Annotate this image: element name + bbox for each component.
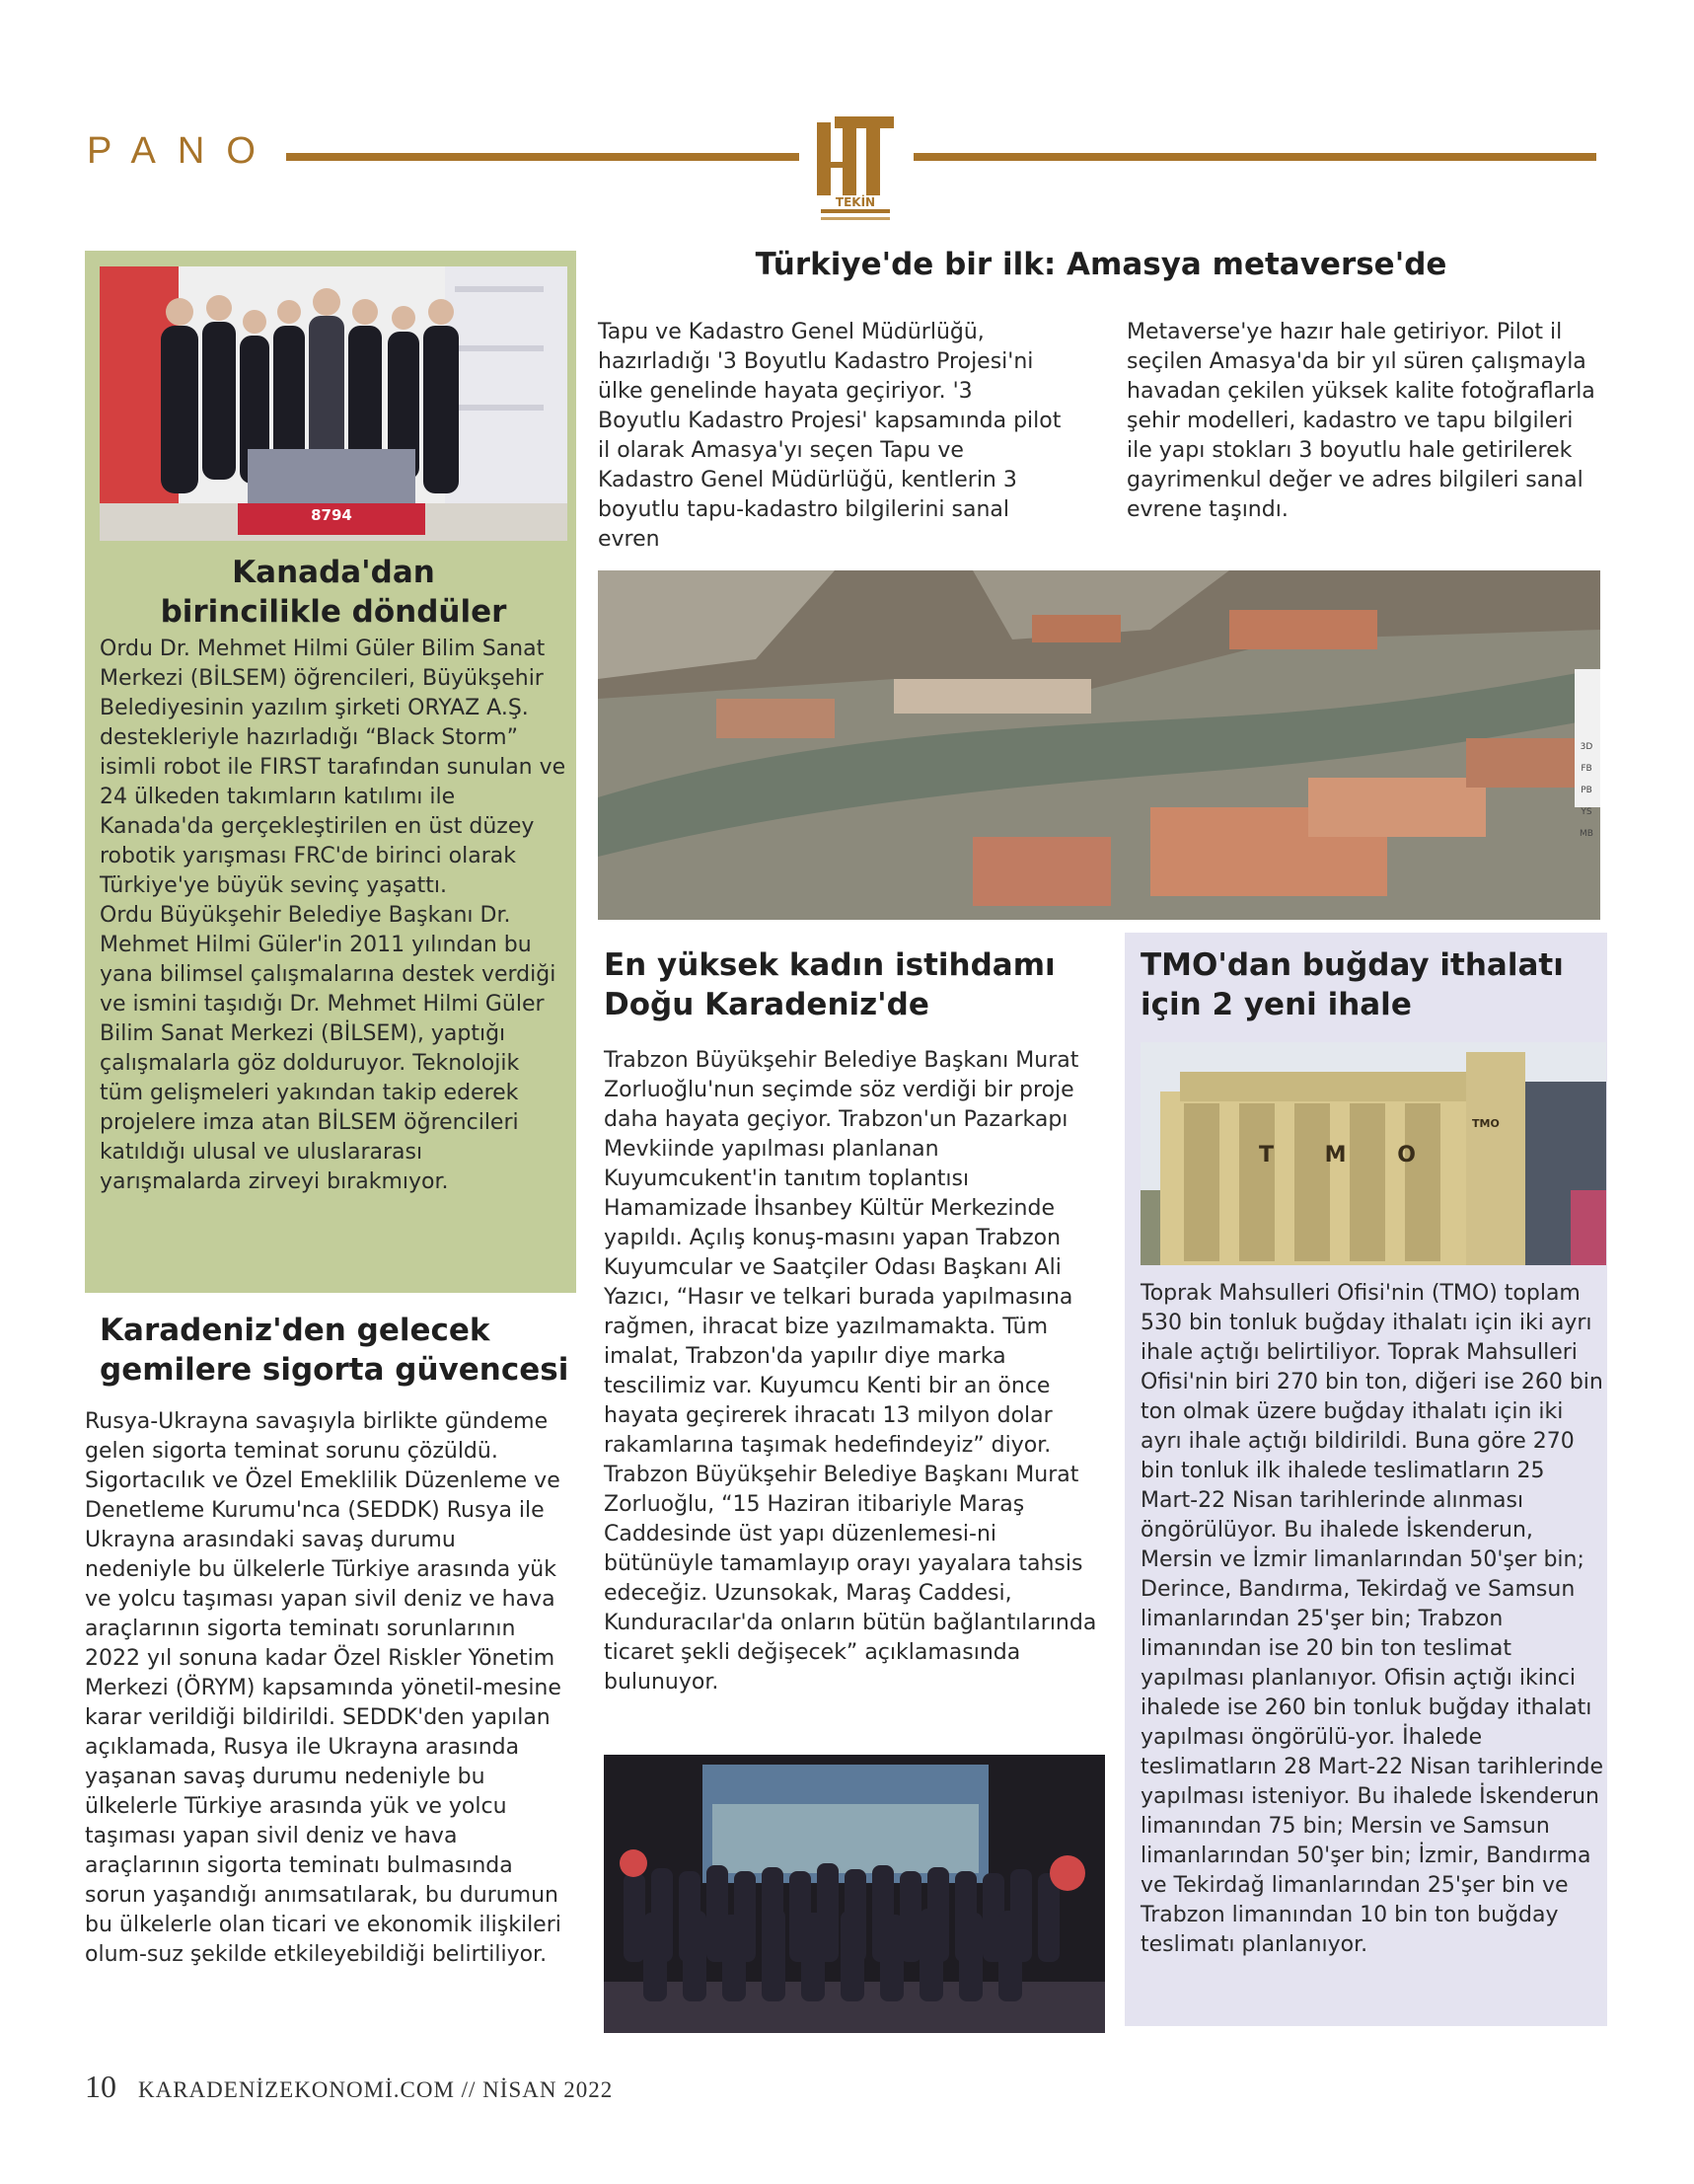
sigorta-headline-line2: gemilere sigorta güvencesi <box>100 1352 569 1388</box>
amasya-headline: Türkiye'de bir ilk: Amasya metaverse'de <box>755 247 1447 282</box>
map-control-mb[interactable]: MB <box>1580 829 1593 839</box>
amasya-aerial-photo <box>598 570 1600 920</box>
map-control-3d[interactable]: 3D <box>1580 742 1593 752</box>
robot-number: 8794 <box>311 506 352 524</box>
page-footer <box>85 2069 613 2105</box>
sigorta-body: Rusya-Ukrayna savaşıyla birlikte gündeme gelen sigorta teminat sorunu çözüldü. Sigortacılık ve Özel Emeklilik Düzenleme ve Denetleme Kurumu'nca (SEDDK) Rusya ile Ukrayna arasındaki savaş durumu nedeniyle bu ülkelerle Türkiye arasında yük ve yolcu taşıması yapan sivil deniz ve hava araçlarının sigorta teminatı sorunlarının 2022 yıl sonuna kadar Özel Riskler Yönetim Merkezi (ÖRYM) kapsamında yönetil-mesine karar verildiği bildirildi. SEDDK'den yapılan açıklamada, Rusya ile Ukrayna arasında yaşanan savaş durumu nedeniyle bu ülkelerle Türkiye arasında yük ve yolcu taşıması yapan sivil deniz ve hava araçlarının sigorta teminatı bulmasında sorun yaşandığı anımsatılarak, bu durumun bu ülkelerle olan ticari ve ekonomik ilişkileri olum-suz şekilde etkileyebildiği belirtiliyor. <box>85 1409 561 1967</box>
amasya-body-col2: Metaverse'ye hazır hale getiriyor. Pilot il seçilen Amasya'da bir yıl süren çalışmayla havadan çekilen yüksek kalite fotoğraflarla şehir modelleri, kadastro ve tapu bilgileri ile yapı stokları 3 boyutlu hale getirilerek gayrimenkul değer ve adres bilgileri sanal evrene taşındı. <box>1127 320 1595 522</box>
tmo-body: Toprak Mahsulleri Ofisi'nin (TMO) toplam 530 bin tonluk buğday ithalatı için iki ayrı ihale açtığı belirtiliyor. Toprak Mahsulleri Ofisi'nin biri 270 bin ton, diğeri ise 260 bin ton olmak üzere buğday ithalatı için iki ayrı ihale açtığı bildirildi. Buna göre 270 bin tonluk ilk ihalede teslimatların 25 Mart-22 Nisan tarihlerinde alınması öngörülüyor. Bu ihalede İskenderun, Mersin ve İzmir limanlarından 50'şer bin; Derince, Bandırma, Tekirdağ ve Samsun limanlarından 25'şer bin; Trabzon limanından ise 20 bin ton teslimat yapılması planlanıyor. Ofisin açtığı ikinci ihalede ise 260 bin tonluk buğday ithalatı yapılması öngörülü-yor. İhalede teslimatların 28 Mart-22 Nisan tarihlerinde yapılması isteniyor. Bu ihalede İskenderun limanından 75 bin; Mersin ve Samsun limanlarından 50'şer bin; İzmir, Bandırma ve Tekirdağ limanlarından 25'şer bin ve Trabzon limanından 10 bin ton buğday teslimatı planlanıyor. <box>1141 1281 1604 1957</box>
sigorta-headline <box>100 1311 593 1390</box>
kanada-body: Ordu Dr. Mehmet Hilmi Güler Bilim Sanat Merkezi (BİLSEM) öğrencileri, Büyükşehir Belediyesinin yazılım şirketi ORYAZ A.Ş. destekleriyle hazırladığı “Black Storm” isimli robot ile FIRST tarafından sunulan ve 24 ülkeden takımların katılımı ile Kanada'da gerçekleştirilen en üst düzey robotik yarışması FRC'de birinci olarak Türkiye'ye büyük sevinç yaşattı. Ordu Büyükşehir Belediye Başkanı Dr. Mehmet Hilmi Güler'in 2011 yılından bu yana bilimsel çalışmalarına destek verdiği ve ismini taşıdığı Dr. Mehmet Hilmi Güler Bilim Sanat Merkezi (BİLSEM), yaptığı çalışmalarla göz dolduruyor. Teknolojik tüm gelişmeleri yakından takip ederek projelere imza atan BİLSEM öğrencileri katıldığı ulusal ve uluslararası yarışmalarda zirveyi bırakmıyor. <box>100 637 566 1194</box>
map-control-pb[interactable]: PB <box>1581 786 1592 795</box>
map-control-ys[interactable]: YS <box>1581 807 1592 817</box>
section-label: PANO <box>87 130 277 172</box>
tmo-headline-line1: TMO'dan buğday ithalatı <box>1141 947 1564 983</box>
map-control-fb[interactable]: FB <box>1581 764 1592 774</box>
tmo-headline <box>1141 945 1604 1024</box>
robotics-team-photo <box>100 266 567 541</box>
kadin-headline-line2: Doğu Karadeniz'de <box>604 987 929 1022</box>
kadin-headline-line1: En yüksek kadın istihdamı <box>604 947 1056 983</box>
kanada-headline-line1: Kanada'dan <box>232 555 435 590</box>
footer-site: KARADENİZEKONOMİ.COM // NİSAN 2022 <box>138 2077 614 2102</box>
logo-text: TEKİN <box>835 195 876 209</box>
sigorta-headline-line1: Karadeniz'den gelecek <box>100 1313 490 1348</box>
amasya-body-col1: Tapu ve Kadastro Genel Müdürlüğü, hazırladığı '3 Boyutlu Kadastro Projesi'ni ülke genelinde hayata geçiriyor. '3 Boyutlu Kadastro Projesi' kapsamında pilot il olarak Amasya'yı seçen Tapu ve Kadastro Genel Müdürlüğü, kentlerin 3 boyutlu tapu-kadastro bilgilerini sanal evren <box>598 320 1062 552</box>
map-controls <box>1575 736 1598 845</box>
header-rule-right <box>914 153 1596 161</box>
silo-letters: T M O <box>1259 1143 1437 1167</box>
header-rule-left <box>286 153 799 161</box>
kadin-headline <box>604 945 1107 1024</box>
silo-sign: TMO <box>1472 1117 1500 1130</box>
tmo-headline-line2: için 2 yeni ihale <box>1141 987 1412 1022</box>
kuyumcukent-meeting-photo <box>604 1755 1105 2033</box>
kanada-headline-line2: birincilikle döndüler <box>160 594 507 630</box>
tekin-logo <box>815 116 896 225</box>
kanada-headline <box>100 553 567 632</box>
tmo-silo-photo <box>1141 1042 1606 1265</box>
page-number: 10 <box>85 2069 116 2104</box>
kadin-body: Trabzon Büyükşehir Belediye Başkanı Murat Zorluoğlu'nun seçimde söz verdiği bir proje daha hayata geçiyor. Trabzon'un Pazarkapı Mevkiinde yapılması planlanan Kuyumcukent'in tanıtım toplantısı Hamamizade İhsanbey Kültür Merkezinde yapıldı. Açılış konuş-masını yapan Trabzon Kuyumcular ve Saatçiler Odası Başkanı Ali Yazıcı, “Hasır ve telkari burada yapılmasına rağmen, ihracat bize yazılmamakta. Tüm imalat, Trabzon'da yapılır diye marka tescilimiz var. Kuyumcu Kenti bir an önce hayata geçirerek ihracatı 13 milyon dolar rakamlarına taşımak hedefindeyiz” diyor. Trabzon Büyükşehir Belediye Başkanı Murat Zorluoğlu, “15 Haziran itibariyle Maraş Caddesinde üst yapı düzenlemesi-ni bütünüyle tamamlayıp orayı yayalara tahsis edeceğiz. Uzunsokak, Maraş Caddesi, Kunduracılar'da onların bütün bağlantılarında ticaret şekli değişecek” açıklamasında bulunuyor. <box>604 1048 1097 1694</box>
